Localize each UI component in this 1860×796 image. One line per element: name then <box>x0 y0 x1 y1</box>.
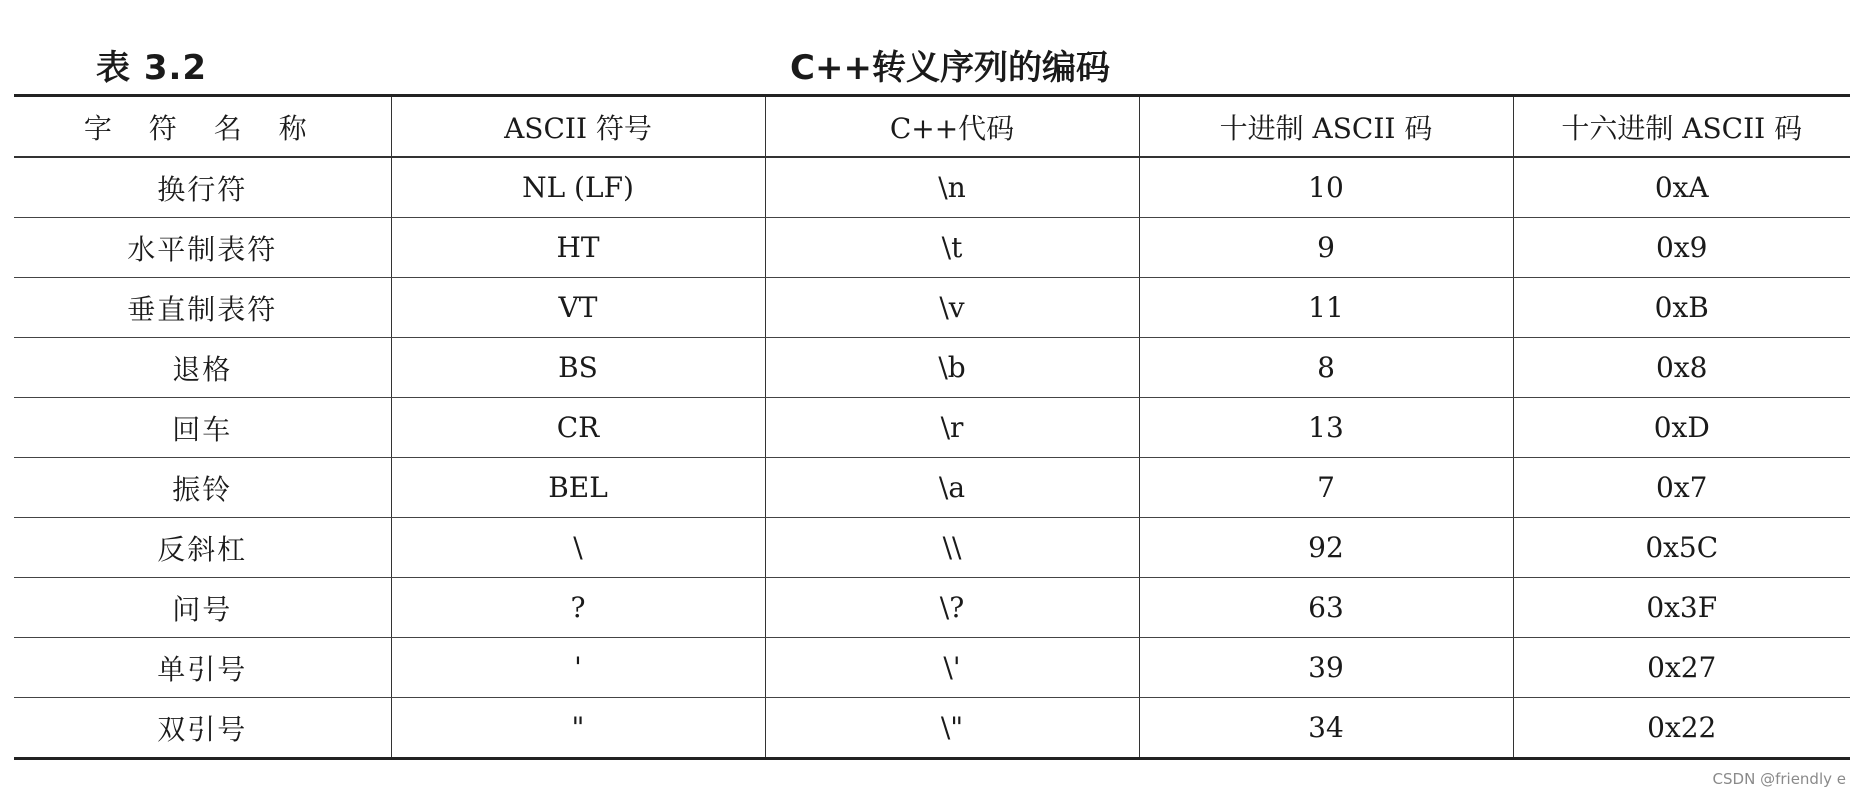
cell-ascii-symbol: \ <box>391 518 765 578</box>
cell-hex: 0xA <box>1513 157 1850 218</box>
cell-hex: 0x7 <box>1513 458 1850 518</box>
header-cpp-code: C++代码 <box>765 96 1139 158</box>
cell-ascii-symbol: CR <box>391 398 765 458</box>
cell-decimal: 63 <box>1139 578 1513 638</box>
escape-sequence-table-container <box>14 94 1850 760</box>
table-row <box>14 338 1850 398</box>
cell-ascii-symbol: " <box>391 698 765 759</box>
cell-hex: 0x9 <box>1513 218 1850 278</box>
cell-char-name: 水平制表符 <box>14 218 391 278</box>
table-row <box>14 458 1850 518</box>
cell-char-name: 问号 <box>14 578 391 638</box>
table-row <box>14 157 1850 218</box>
cell-hex: 0x27 <box>1513 638 1850 698</box>
cell-ascii-symbol: BS <box>391 338 765 398</box>
cell-cpp-code: \' <box>765 638 1139 698</box>
cell-char-name: 振铃 <box>14 458 391 518</box>
cell-decimal: 11 <box>1139 278 1513 338</box>
cell-decimal: 92 <box>1139 518 1513 578</box>
table-row <box>14 698 1850 759</box>
header-ascii-symbol: ASCII 符号 <box>391 96 765 158</box>
escape-sequence-table <box>14 94 1850 760</box>
cell-cpp-code: \b <box>765 338 1139 398</box>
cell-hex: 0xD <box>1513 398 1850 458</box>
cell-cpp-code: \t <box>765 218 1139 278</box>
table-row <box>14 218 1850 278</box>
cell-cpp-code: \r <box>765 398 1139 458</box>
cell-decimal: 13 <box>1139 398 1513 458</box>
table-body <box>14 157 1850 759</box>
cell-decimal: 7 <box>1139 458 1513 518</box>
table-row <box>14 638 1850 698</box>
header-char-name: 字 符 名 称 <box>14 96 391 158</box>
cell-hex: 0xB <box>1513 278 1850 338</box>
cell-decimal: 39 <box>1139 638 1513 698</box>
cell-hex: 0x3F <box>1513 578 1850 638</box>
table-caption <box>0 30 1860 90</box>
cell-char-name: 反斜杠 <box>14 518 391 578</box>
cell-cpp-code: \\ <box>765 518 1139 578</box>
cell-cpp-code: \a <box>765 458 1139 518</box>
table-row <box>14 278 1850 338</box>
cell-hex: 0x5C <box>1513 518 1850 578</box>
cell-decimal: 8 <box>1139 338 1513 398</box>
cell-hex: 0x8 <box>1513 338 1850 398</box>
cell-char-name: 单引号 <box>14 638 391 698</box>
cell-char-name: 回车 <box>14 398 391 458</box>
cell-char-name: 双引号 <box>14 698 391 759</box>
table-row <box>14 518 1850 578</box>
cell-ascii-symbol: NL (LF) <box>391 157 765 218</box>
cell-cpp-code: \n <box>765 157 1139 218</box>
header-hex-ascii: 十六进制 ASCII 码 <box>1513 96 1850 158</box>
cell-ascii-symbol: ' <box>391 638 765 698</box>
cell-char-name: 垂直制表符 <box>14 278 391 338</box>
table-header <box>14 96 1850 158</box>
cell-char-name: 退格 <box>14 338 391 398</box>
watermark-text: CSDN @friendly e <box>1712 770 1846 788</box>
cell-decimal: 34 <box>1139 698 1513 759</box>
cell-ascii-symbol: BEL <box>391 458 765 518</box>
header-row <box>14 96 1850 158</box>
cell-decimal: 9 <box>1139 218 1513 278</box>
table-row <box>14 578 1850 638</box>
cell-cpp-code: \v <box>765 278 1139 338</box>
cell-cpp-code: \" <box>765 698 1139 759</box>
cell-ascii-symbol: HT <box>391 218 765 278</box>
cell-decimal: 10 <box>1139 157 1513 218</box>
cell-ascii-symbol: VT <box>391 278 765 338</box>
header-decimal-ascii: 十进制 ASCII 码 <box>1139 96 1513 158</box>
cell-cpp-code: \? <box>765 578 1139 638</box>
table-row <box>14 398 1850 458</box>
cell-char-name: 换行符 <box>14 157 391 218</box>
cell-ascii-symbol: ? <box>391 578 765 638</box>
table-title: C++转义序列的编码 <box>790 48 1110 88</box>
table-number: 表 3.2 <box>96 48 208 88</box>
cell-hex: 0x22 <box>1513 698 1850 759</box>
